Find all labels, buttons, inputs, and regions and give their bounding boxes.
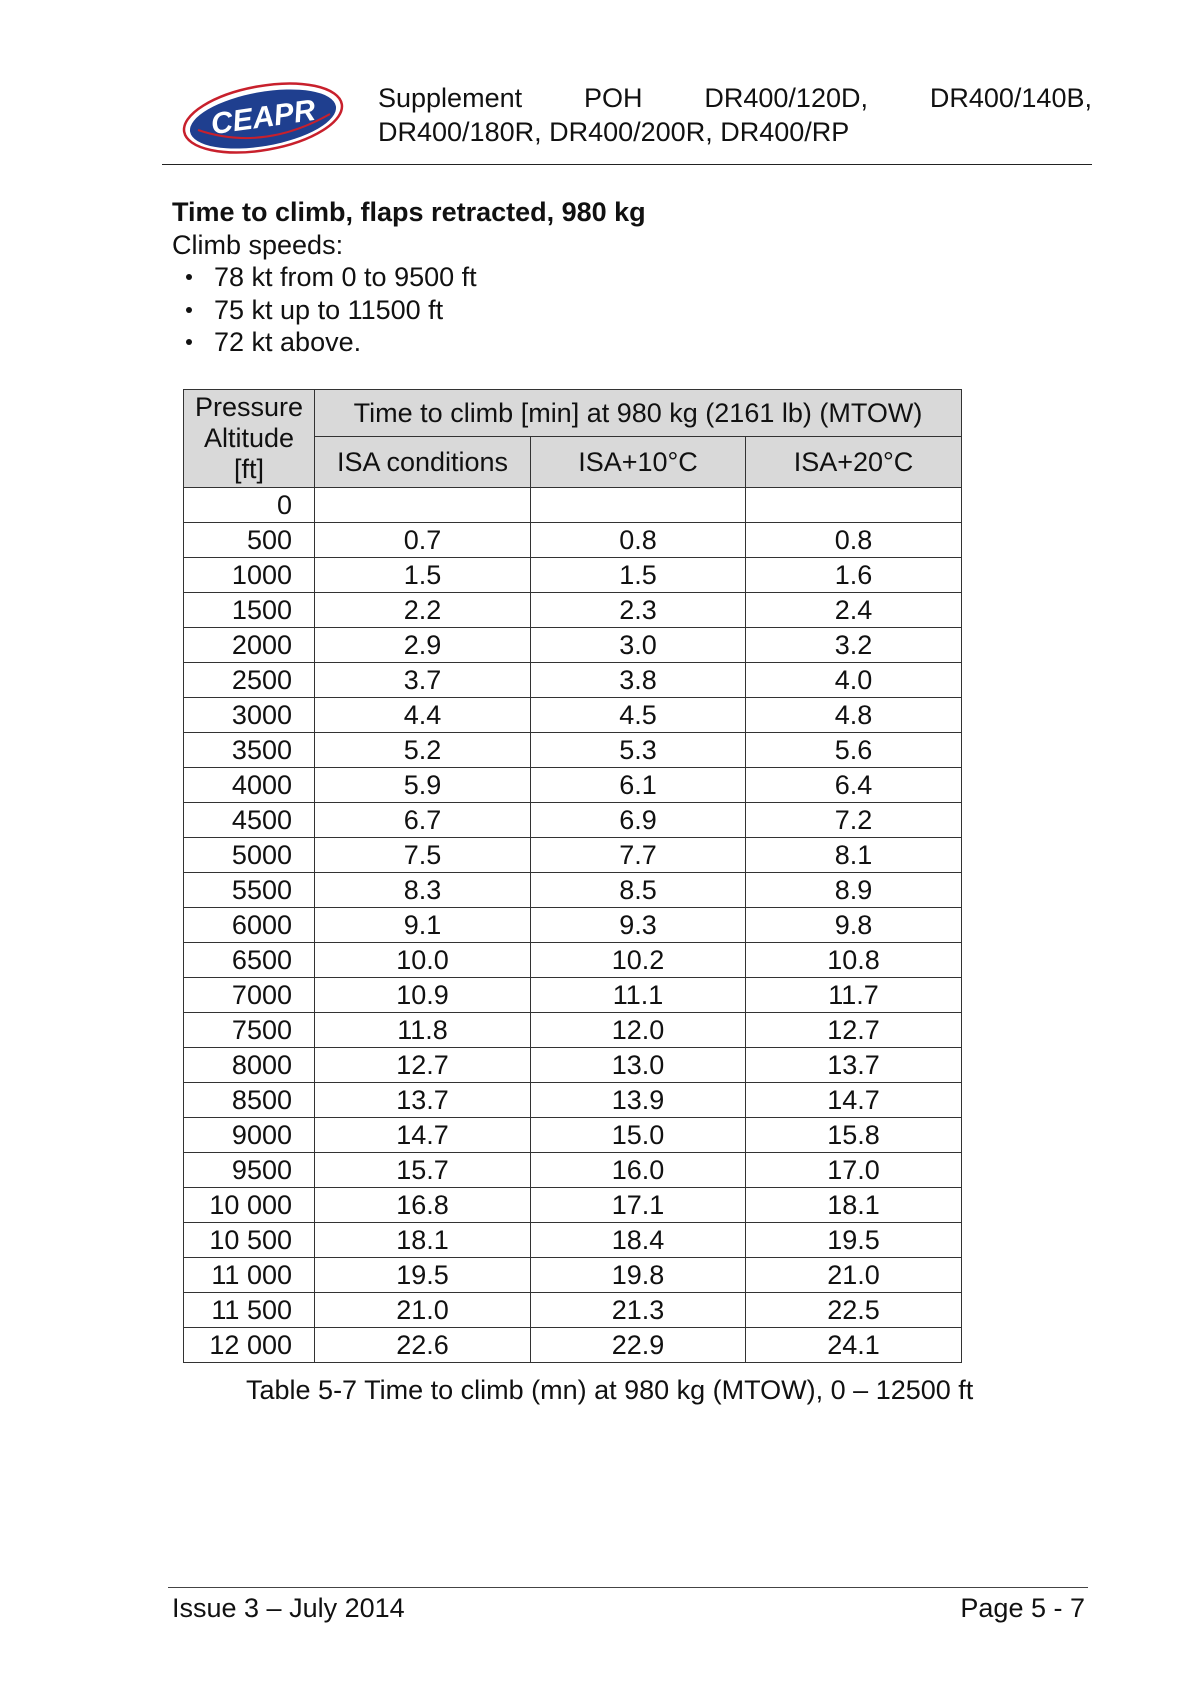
time-cell: 13.9: [531, 1083, 746, 1118]
time-cell: 15.7: [315, 1153, 531, 1188]
table-row: [184, 978, 962, 1013]
time-cell: 15.0: [531, 1118, 746, 1153]
altitude-header-line: Altitude: [203, 423, 295, 453]
time-cell: 16.0: [531, 1153, 746, 1188]
altitude-cell: 2500: [184, 663, 315, 698]
time-cell: 19.5: [315, 1258, 531, 1293]
time-cell: 10.2: [531, 943, 746, 978]
time-cell: 12.0: [531, 1013, 746, 1048]
time-cell: 22.5: [746, 1293, 962, 1328]
time-cell: 13.7: [315, 1083, 531, 1118]
time-to-climb-table: [183, 389, 962, 1363]
page-header: [162, 68, 1092, 164]
time-group-header: Time to climb [min] at 980 kg (2161 lb) (MTOW): [315, 390, 962, 437]
time-cell: 14.7: [315, 1118, 531, 1153]
time-cell: 4.0: [746, 663, 962, 698]
list-item-text: 78 kt from 0 to 9500 ft: [214, 262, 477, 292]
table-row: [184, 733, 962, 768]
time-cell: 18.1: [315, 1223, 531, 1258]
altitude-cell: 9000: [184, 1118, 315, 1153]
time-cell: 17.0: [746, 1153, 962, 1188]
time-cell: 8.5: [531, 873, 746, 908]
time-cell: 16.8: [315, 1188, 531, 1223]
bullet-icon: [186, 307, 192, 313]
time-cell: 11.7: [746, 978, 962, 1013]
time-cell: 4.8: [746, 698, 962, 733]
table-row: [184, 628, 962, 663]
time-cell: 17.1: [531, 1188, 746, 1223]
bullet-icon: [186, 274, 192, 280]
time-cell: 2.3: [531, 593, 746, 628]
climb-speeds-label: Climb speeds:: [172, 230, 344, 260]
time-cell: 3.2: [746, 628, 962, 663]
time-cell: 22.6: [315, 1328, 531, 1363]
table-row: [184, 558, 962, 593]
time-cell: 21.3: [531, 1293, 746, 1328]
altitude-cell: 8500: [184, 1083, 315, 1118]
altitude-cell: 3500: [184, 733, 315, 768]
time-cell: 2.4: [746, 593, 962, 628]
header-title-line2: DR400/180R, DR400/200R, DR400/RP: [378, 117, 850, 147]
time-cell: 22.9: [531, 1328, 746, 1363]
time-cell: 5.9: [315, 768, 531, 803]
time-cell: 1.5: [531, 558, 746, 593]
climb-speeds-list: [172, 261, 477, 359]
time-cell: 9.8: [746, 908, 962, 943]
time-cell: 3.0: [531, 628, 746, 663]
time-cell: 0.7: [315, 523, 531, 558]
time-cell: 7.7: [531, 838, 746, 873]
time-cell: 10.9: [315, 978, 531, 1013]
header-word: Supplement: [378, 83, 523, 113]
table-row: [184, 593, 962, 628]
altitude-cell: 4000: [184, 768, 315, 803]
time-cell: 8.9: [746, 873, 962, 908]
list-item-text: 75 kt up to 11500 ft: [214, 294, 444, 325]
altitude-cell: 7000: [184, 978, 315, 1013]
time-cell: 11.1: [531, 978, 746, 1013]
header-divider: [162, 164, 1092, 165]
time-cell: 5.3: [531, 733, 746, 768]
altitude-cell: 10 500: [184, 1223, 315, 1258]
altitude-cell: 10 000: [184, 1188, 315, 1223]
table-row: [184, 838, 962, 873]
altitude-cell: 7500: [184, 1013, 315, 1048]
table-row: [184, 523, 962, 558]
header-title-line1: [378, 82, 1092, 114]
table-body: [184, 488, 962, 1363]
time-cell: 19.5: [746, 1223, 962, 1258]
table-row: [184, 1188, 962, 1223]
time-cell: 4.5: [531, 698, 746, 733]
time-cell: 19.8: [531, 1258, 746, 1293]
altitude-cell: 0: [184, 488, 315, 523]
time-cell: 0.8: [746, 523, 962, 558]
table-row: [184, 1223, 962, 1258]
time-cell: 5.2: [315, 733, 531, 768]
column-header-isa-plus-20: ISA+20°C: [746, 437, 962, 488]
time-cell: 3.8: [531, 663, 746, 698]
altitude-cell: 5500: [184, 873, 315, 908]
altitude-cell: 500: [184, 523, 315, 558]
time-cell: 13.0: [531, 1048, 746, 1083]
altitude-column-header: [184, 390, 315, 488]
altitude-cell: 5000: [184, 838, 315, 873]
time-cell: 18.1: [746, 1188, 962, 1223]
time-cell: 12.7: [315, 1048, 531, 1083]
altitude-cell: 1500: [184, 593, 315, 628]
altitude-cell: 3000: [184, 698, 315, 733]
table-row: [184, 943, 962, 978]
page-number: Page 5 - 7: [960, 1593, 1085, 1623]
time-cell: [531, 488, 746, 523]
time-cell: 10.0: [315, 943, 531, 978]
table-row: [184, 663, 962, 698]
time-cell: 8.1: [746, 838, 962, 873]
table-row: [184, 1118, 962, 1153]
altitude-cell: 12 000: [184, 1328, 315, 1363]
list-item: [172, 261, 477, 294]
time-cell: 6.4: [746, 768, 962, 803]
table-row: [184, 908, 962, 943]
table-row: [184, 1083, 962, 1118]
header-word: POH: [583, 83, 643, 113]
altitude-cell: 1000: [184, 558, 315, 593]
altitude-cell: 11 500: [184, 1293, 315, 1328]
table-row: [184, 768, 962, 803]
table-row: [184, 1013, 962, 1048]
table-row: [184, 1328, 962, 1363]
time-cell: 6.9: [531, 803, 746, 838]
table-row: [184, 1048, 962, 1083]
time-cell: [746, 488, 962, 523]
altitude-cell: 6500: [184, 943, 315, 978]
time-cell: 18.4: [531, 1223, 746, 1258]
list-item-text: 72 kt above.: [214, 327, 362, 357]
time-cell: 15.8: [746, 1118, 962, 1153]
time-cell: 24.1: [746, 1328, 962, 1363]
section-title: Time to climb, flaps retracted, 980 kg: [172, 197, 646, 227]
issue-date: Issue 3 – July 2014: [172, 1593, 405, 1623]
header-word: DR400/140B,: [929, 83, 1092, 113]
time-cell: 21.0: [315, 1293, 531, 1328]
time-cell: 7.2: [746, 803, 962, 838]
column-header-isa: ISA conditions: [315, 437, 531, 488]
column-header-isa-plus-10: ISA+10°C: [531, 437, 746, 488]
time-cell: 0.8: [531, 523, 746, 558]
ceapr-logo: [178, 78, 348, 158]
time-cell: 5.6: [746, 733, 962, 768]
altitude-cell: 2000: [184, 628, 315, 663]
list-item: [172, 326, 477, 359]
table-row: [184, 1293, 962, 1328]
header-word: DR400/120D,: [704, 83, 868, 113]
table-row: [184, 873, 962, 908]
table-row: [184, 698, 962, 733]
time-cell: 2.2: [315, 593, 531, 628]
time-cell: [315, 488, 531, 523]
time-cell: 21.0: [746, 1258, 962, 1293]
altitude-header-line: Pressure: [194, 392, 304, 422]
bullet-icon: [186, 339, 192, 345]
time-cell: 12.7: [746, 1013, 962, 1048]
table-row: [184, 803, 962, 838]
time-cell: 4.4: [315, 698, 531, 733]
time-cell: 3.7: [315, 663, 531, 698]
time-cell: 8.3: [315, 873, 531, 908]
time-cell: 6.1: [531, 768, 746, 803]
altitude-cell: 6000: [184, 908, 315, 943]
table-caption: Table 5-7 Time to climb (mn) at 980 kg (MTOW), 0 – 12500 ft: [246, 1375, 974, 1405]
altitude-cell: 4500: [184, 803, 315, 838]
altitude-cell: 8000: [184, 1048, 315, 1083]
time-cell: 7.5: [315, 838, 531, 873]
time-cell: 1.5: [315, 558, 531, 593]
time-cell: 1.6: [746, 558, 962, 593]
footer-divider: [168, 1587, 1088, 1588]
time-cell: 9.3: [531, 908, 746, 943]
time-cell: 6.7: [315, 803, 531, 838]
time-cell: 14.7: [746, 1083, 962, 1118]
logo-text: CEAPR: [208, 93, 318, 142]
altitude-cell: 11 000: [184, 1258, 315, 1293]
time-cell: 9.1: [315, 908, 531, 943]
altitude-cell: 9500: [184, 1153, 315, 1188]
table-row: [184, 1258, 962, 1293]
table-row: [184, 488, 962, 523]
list-item: [172, 294, 477, 327]
altitude-header-line: [ft]: [233, 454, 264, 484]
table-row: [184, 1153, 962, 1188]
time-cell: 13.7: [746, 1048, 962, 1083]
time-cell: 11.8: [315, 1013, 531, 1048]
time-cell: 10.8: [746, 943, 962, 978]
time-cell: 2.9: [315, 628, 531, 663]
